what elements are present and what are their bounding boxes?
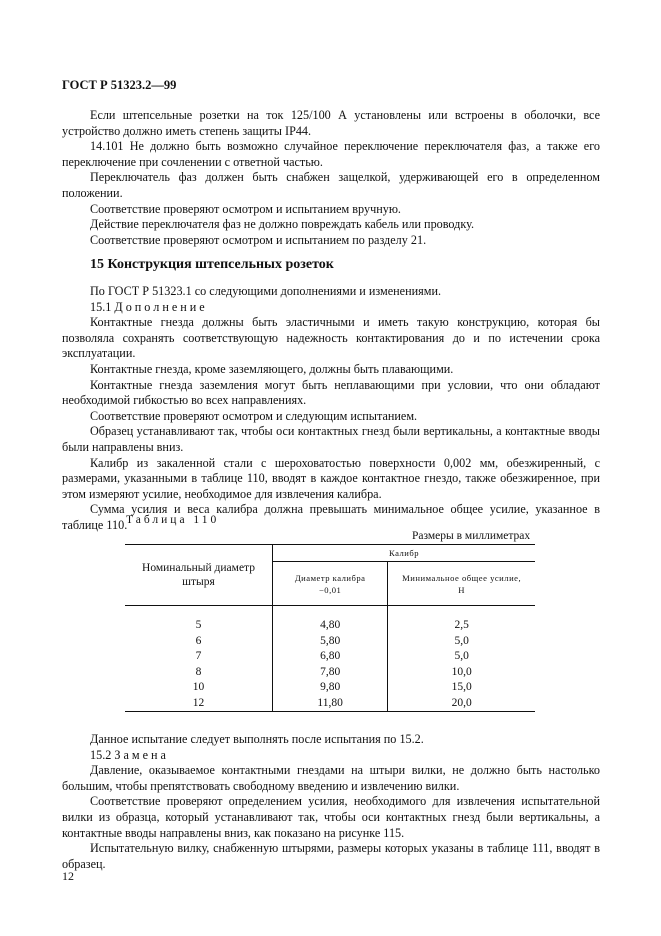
cell-caliber-diameter: 5,80 [273, 634, 388, 650]
cell-nominal-diameter: 5 [125, 618, 273, 634]
text-block-bottom [62, 732, 600, 872]
table-row [125, 665, 535, 681]
col-header-nominal-diameter: Номинальный диаметр штыря [125, 545, 273, 606]
cell-min-force: 15,0 [451, 681, 472, 693]
table-caption: Таблица 110 [126, 514, 220, 526]
paragraph: Контактные гнезда заземления могут быть неплавающими при условии, что они обладают необходимой гибкостью во всех направлениях. [62, 377, 600, 408]
cell-min-force: 20,0 [388, 696, 535, 712]
subsection-word: Замена [114, 747, 169, 762]
paragraph: Переключатель фаз должен быть снабжен защелкой, удерживающей его в определенном положении. [62, 170, 600, 200]
paragraph: Соответствие проверяют осмотром и испытанием вручную. [90, 201, 401, 216]
table-row [125, 680, 535, 696]
cell-min-force: 2,5 [454, 619, 469, 631]
paragraph: Соответствие проверяют определением усилия, необходимого для извлечения испытательной вилки из образца, который устанавливают так, чтобы оси контактных гнезд были вертикальны, а контактные вводы направлены вниз, как показано на рисунке 115. [62, 794, 600, 840]
table-row [125, 634, 535, 650]
col-header-caliber-diameter: Диаметр калибра −0,01 [273, 562, 388, 606]
subsection-word: Дополнение [114, 299, 208, 314]
paragraph: Контактные гнезда должны быть эластичными и иметь такую конструкцию, которая бы позволяла сохранять соответствующую надежность контактирования до и по истечении срока эксплуатации. [62, 315, 600, 361]
subsection-number: 15.2 [90, 747, 112, 762]
paragraph: Соответствие проверяют осмотром и следующим испытанием. [90, 408, 418, 423]
cell-min-force: 5,0 [454, 650, 469, 662]
paragraph: Действие переключателя фаз не должно повреждать кабель или проводку. [90, 217, 475, 232]
paragraph: Сумма усилия и веса калибра должна превышать минимальное общее усилие, указанное в таблице 110. [62, 502, 600, 532]
paragraph: Калибр из закаленной стали с шероховатостью поверхности 0,002 мм, обезжиренный, с размерами, указанными в таблице 110, вводят в каждое контактное гнездо, также обезжиренное, при этом измеряют усилие, необходимое для извлечения калибра. [62, 455, 600, 501]
paragraph: Контактные гнезда, кроме заземляющего, должны быть плавающими. [90, 361, 454, 376]
table-row [125, 649, 535, 665]
col-group-header-caliber: Калибр [273, 545, 536, 562]
cell-caliber-diameter: 7,80 [273, 665, 388, 681]
text-block-top [62, 108, 600, 248]
cell-caliber-diameter: 4,80 [273, 618, 388, 634]
cell-min-force: 10,0 [451, 665, 472, 678]
cell-nominal-diameter: 12 [125, 696, 273, 712]
table-row [125, 696, 535, 712]
paragraph: Данное испытание следует выполнять после испытания по 15.2. [90, 732, 424, 746]
subsection-heading [62, 748, 600, 764]
section-title: 15 Конструкция штепсельных розеток [90, 257, 334, 272]
col-header-min-force: Минимальное общее усилие, Н [388, 562, 535, 606]
paragraph: Давление, оказываемое контактными гнездами на штыри вилки, не должно быть настолько большим, чтобы препятствовать свободному введению и извлечению вилки. [62, 763, 600, 793]
paragraph: 14.101 Не должно быть возможно случайное переключение переключателя фаз, а также его переключение при сочленении с ответной частью. [62, 139, 600, 169]
paragraph: Испытательную вилку, снабженную штырями, размеры которых указаны в таблице 111, вводят в образец. [62, 841, 600, 871]
cell-caliber-diameter: 6,80 [273, 649, 388, 665]
cell-nominal-diameter: 7 [125, 649, 273, 665]
cell-caliber-diameter: 11,80 [273, 696, 388, 712]
cell-caliber-diameter: 9,80 [273, 680, 388, 696]
cell-nominal-diameter: 10 [125, 680, 273, 696]
table-110 [125, 544, 535, 712]
cell-nominal-diameter: 6 [125, 634, 273, 650]
paragraph: Если штепсельные розетки на ток 125/100 А установлены или встроены в оболочки, все устройство должно иметь степень защиты IP44. [62, 108, 600, 138]
subsection-number: 15.1 [90, 299, 112, 314]
paragraph: По ГОСТ Р 51323.1 со следующими дополнениями и изменениями. [90, 284, 442, 298]
subsection-heading [62, 300, 600, 316]
cell-nominal-diameter: 8 [125, 665, 273, 681]
standard-header: ГОСТ Р 51323.2—99 [62, 78, 177, 92]
page-number: 12 [62, 869, 74, 883]
table-units: Размеры в миллиметрах [412, 530, 531, 542]
paragraph: Образец устанавливают так, чтобы оси контактных гнезд были вертикальны, а контактные вводы были направлены вниз. [62, 424, 600, 454]
text-block-section15 [62, 284, 600, 534]
table-row [125, 618, 535, 634]
paragraph: Соответствие проверяют осмотром и испытанием по разделу 21. [90, 232, 427, 247]
cell-min-force: 5,0 [454, 634, 469, 647]
